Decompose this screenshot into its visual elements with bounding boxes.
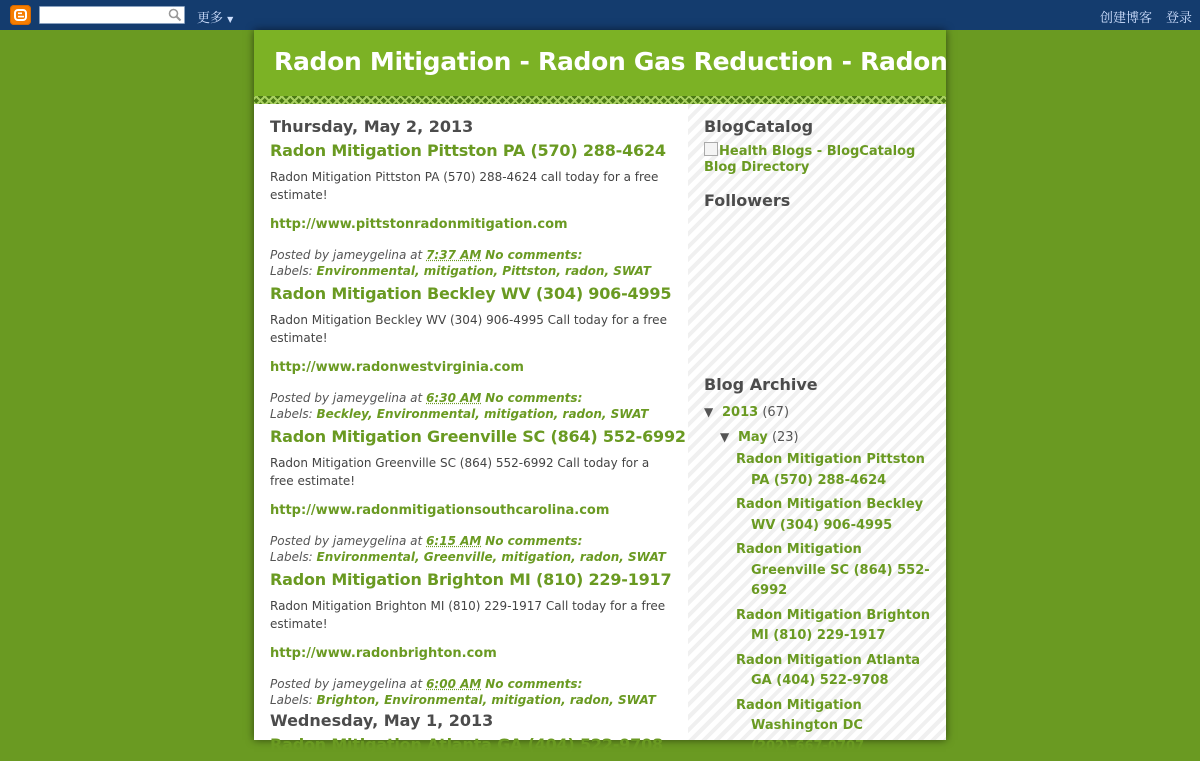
- comments-link[interactable]: No comments:: [485, 391, 583, 405]
- broken-image-icon: [704, 142, 718, 156]
- comments-link[interactable]: No comments:: [485, 677, 583, 691]
- archive-post-link[interactable]: Radon Mitigation Washington DC (202)-667-0707: [736, 697, 865, 754]
- labels-prefix: Labels:: [270, 407, 313, 421]
- post-labels[interactable]: Environmental, Greenville, mitigation, radon, SWAT: [316, 550, 666, 564]
- post-author: Posted by jameygelina at: [270, 391, 423, 405]
- post-time-link[interactable]: 7:37 AM: [426, 248, 482, 262]
- search-icon[interactable]: [168, 8, 182, 22]
- labels-prefix: Labels:: [270, 264, 313, 278]
- blogger-logo-icon[interactable]: [10, 5, 31, 25]
- archive-post-link[interactable]: Radon Mitigation Brighton MI (810) 229-1917: [736, 607, 931, 643]
- date-header: Thursday, May 2, 2013: [270, 117, 474, 136]
- search-input[interactable]: [39, 6, 185, 24]
- post-title[interactable]: Radon Mitigation Atlanta GA (404) 522-9708: [270, 735, 663, 754]
- post-labels[interactable]: Beckley, Environmental, mitigation, radon, SWAT: [316, 407, 649, 421]
- post-author: Posted by jameygelina at: [270, 248, 423, 262]
- post-time-link[interactable]: 6:00 AM: [426, 677, 482, 691]
- post-footer: [270, 247, 670, 279]
- post-time-link[interactable]: 6:30 AM: [426, 391, 482, 405]
- archive-month-count: (23): [771, 430, 799, 445]
- blog-title[interactable]: Radon Mitigation - Radon Gas Reduction - Radon: [274, 47, 948, 76]
- post-time-link[interactable]: 6:15 AM: [426, 534, 482, 548]
- post-body: Radon Mitigation Beckley WV (304) 906-4995 Call today for a free estimate!: [270, 313, 667, 345]
- post: [270, 424, 686, 565]
- followers-title: Followers: [704, 191, 791, 210]
- blogger-navbar: [0, 0, 1200, 30]
- archive-post-link[interactable]: Radon Mitigation Pittston PA (570) 288-4624: [736, 452, 925, 488]
- blog-archive: [704, 400, 936, 757]
- login-link[interactable]: 登录: [1166, 11, 1193, 26]
- collapse-toggle-icon[interactable]: ▼: [720, 430, 730, 444]
- post-body: Radon Mitigation Brighton MI (810) 229-1917 Call today for a free estimate!: [270, 599, 666, 631]
- blog-container: [254, 30, 948, 754]
- post-title[interactable]: Radon Mitigation Brighton MI (810) 229-1917: [270, 570, 672, 589]
- post-author: Posted by jameygelina at: [270, 534, 423, 548]
- post-footer: [270, 676, 670, 708]
- sidebar: [704, 116, 936, 761]
- blogcatalog-badge-text: Health Blogs - BlogCatalog Blog Directory: [704, 144, 916, 175]
- post-title[interactable]: Radon Mitigation Pittston PA (570) 288-4624: [270, 141, 666, 160]
- post-url-link[interactable]: http://www.radonbrighton.com: [270, 646, 497, 661]
- archive-post-link[interactable]: Radon Mitigation Greenville SC (864) 552-6992: [736, 542, 930, 598]
- blog-header: [254, 30, 946, 98]
- post-title[interactable]: Radon Mitigation Beckley WV (304) 906-4995: [270, 284, 672, 303]
- blogcatalog-badge-link[interactable]: [704, 142, 936, 176]
- archive-year-count: (67): [762, 405, 790, 420]
- create-blog-link[interactable]: 创建博客: [1100, 11, 1153, 26]
- archive-year-row: [704, 400, 936, 425]
- post-author: Posted by jameygelina at: [270, 677, 423, 691]
- chevron-down-icon: ▼: [227, 15, 234, 24]
- followers-widget: [704, 212, 936, 374]
- blog-archive-title: Blog Archive: [704, 375, 818, 394]
- post: [270, 567, 670, 708]
- post-footer: [270, 390, 670, 422]
- post-labels[interactable]: Environmental, mitigation, Pittston, radon, SWAT: [316, 264, 651, 278]
- post-url-link[interactable]: http://www.radonmitigationsouthcarolina.com: [270, 503, 610, 518]
- archive-month-row: [704, 425, 936, 450]
- more-menu-label: 更多: [197, 11, 224, 26]
- post-footer: [270, 533, 670, 565]
- post-body: Radon Mitigation Pittston PA (570) 288-4624 call today for a free estimate!: [270, 170, 659, 202]
- more-menu-button[interactable]: [197, 7, 233, 26]
- post-url-link[interactable]: http://www.pittstonradonmitigation.com: [270, 217, 568, 232]
- comments-link[interactable]: No comments:: [485, 248, 583, 262]
- archive-post-link[interactable]: Radon Mitigation Beckley WV (304) 906-4995: [736, 497, 924, 533]
- archive-month-link[interactable]: May: [738, 430, 768, 445]
- post-title[interactable]: Radon Mitigation Greenville SC (864) 552-6992: [270, 427, 686, 446]
- header-divider: [254, 96, 946, 104]
- date-header: Wednesday, May 1, 2013: [270, 711, 494, 730]
- archive-post-link[interactable]: Radon Mitigation Atlanta GA (404) 522-9708: [736, 652, 921, 688]
- blogcatalog-title: BlogCatalog: [704, 117, 814, 136]
- post: [270, 138, 670, 279]
- post: [270, 281, 670, 422]
- post-body: Radon Mitigation Greenville SC (864) 552-6992 Call today for a free estimate!: [270, 456, 650, 488]
- labels-prefix: Labels:: [270, 550, 313, 564]
- archive-year-link[interactable]: 2013: [722, 405, 759, 420]
- collapse-toggle-icon[interactable]: ▼: [704, 405, 714, 419]
- main-column: [270, 116, 686, 758]
- post-labels[interactable]: Brighton, Environmental, mitigation, radon, SWAT: [316, 693, 656, 707]
- labels-prefix: Labels:: [270, 693, 313, 707]
- post-url-link[interactable]: http://www.radonwestvirginia.com: [270, 360, 524, 375]
- comments-link[interactable]: No comments:: [485, 534, 583, 548]
